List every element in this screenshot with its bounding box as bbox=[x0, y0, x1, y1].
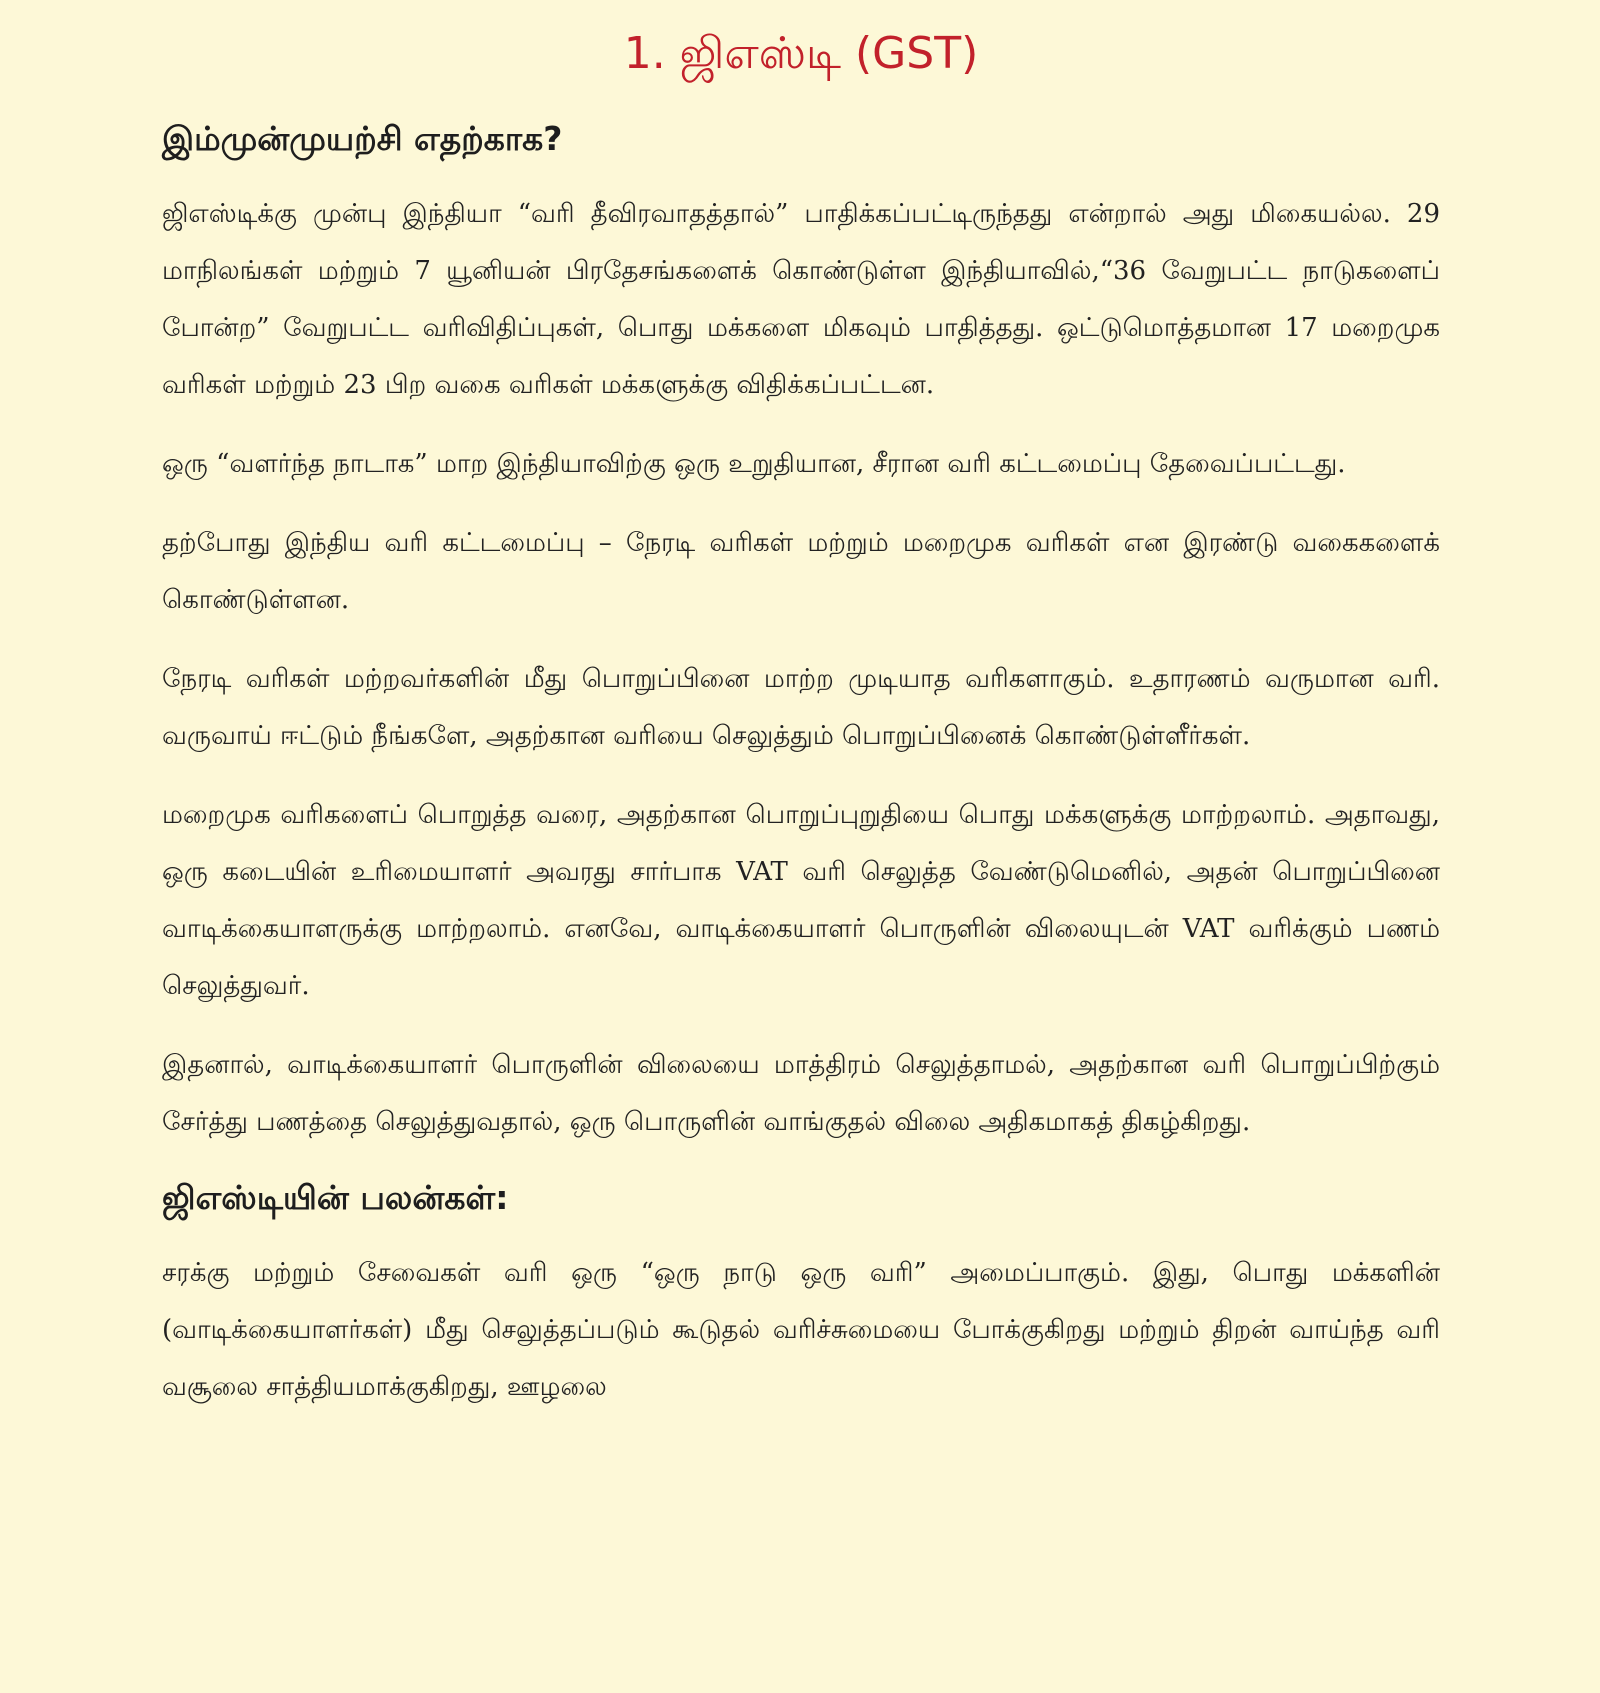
paragraph-developed-nation: ஒரு “வளர்ந்த நாடாக” மாற இந்தியாவிற்கு ஒரு உறுதியான, சீரான வரி கட்டமைப்பு தேவைப்பட்டது. bbox=[162, 449, 1346, 479]
section-heading-benefits: ஜிஎஸ்டியின் பலன்கள்: bbox=[162, 1178, 509, 1217]
page-title: 1. ஜிஎஸ்டி (GST) bbox=[623, 28, 979, 79]
paragraph-purchase-price: இதனால், வாடிக்கையாளர் பொருளின் விலையை மாத்திரம் செலுத்தாமல், அதற்கான வரி பொறுப்பிற்கும் சேர்த்து பணத்தை செலுத்துவதால், ஒரு பொருளின் வாங்குதல் விலை அதிகமாகத் திகழ்கிறது. bbox=[162, 1050, 1440, 1137]
paragraph-indirect-taxes: மறைமுக வரிகளைப் பொறுத்த வரை, அதற்கான பொறுப்புறுதியை பொது மக்களுக்கு மாற்றலாம். அதாவது, ஒரு கடையின் உரிமையாளர் அவரது சார்பாக VAT வரி செலுத்த வேண்டுமெனில், அதன் பொறுப்பினை வாடிக்கையாளருக்கு மாற்றலாம். எனவே, வாடிக்கையாளர் பொருளின் விலையுடன் VAT வரிக்கும் பணம் செலுத்துவர். bbox=[162, 800, 1440, 1001]
paragraph-one-nation-one-tax: சரக்கு மற்றும் சேவைகள் வரி ஒரு “ஒரு நாடு ஒரு வரி” அமைப்பாகும். இது, பொது மக்களின் (வாடிக்கையாளர்கள்) மீது செலுத்தப்படும் கூடுதல் வரிச்சுமையை போக்குகிறது மற்றும் திறன் வாய்ந்த வரி வசூலை சாத்தியமாக்குகிறது, ஊழலை bbox=[162, 1258, 1440, 1402]
paragraph-tax-terrorism: ஜிஎஸ்டிக்கு முன்பு இந்தியா “வரி தீவிரவாதத்தால்” பாதிக்கப்பட்டிருந்தது என்றால் அது மிகையல்ல. 29 மாநிலங்கள் மற்றும் 7 யூனியன் பிரதேசங்களைக் கொண்டுள்ள இந்தியாவில்,“36 வேறுபட்ட நாடுகளைப் போன்ற” வேறுபட்ட வரிவிதிப்புகள், பொது மக்களை மிகவும் பாதித்தது. ஒட்டுமொத்தமான 17 மறைமுக வரிகள் மற்றும் 23 பிற வகை வரிகள் மக்களுக்கு விதிக்கப்பட்டன. bbox=[162, 199, 1440, 400]
paragraph-direct-taxes: நேரடி வரிகள் மற்றவர்களின் மீது பொறுப்பினை மாற்ற முடியாத வரிகளாகும். உதாரணம் வருமான வரி. வருவாய் ஈட்டும் நீங்களே, அதற்கான வரியை செலுத்தும் பொறுப்பினைக் கொண்டுள்ளீர்கள். bbox=[162, 664, 1440, 751]
paragraph-tax-structure: தற்போது இந்திய வரி கட்டமைப்பு – நேரடி வரிகள் மற்றும் மறைமுக வரிகள் என இரண்டு வகைகளைக் கொண்டுள்ளன. bbox=[162, 528, 1440, 615]
section-heading-purpose: இம்முன்முயற்சி எதற்காக? bbox=[162, 119, 563, 158]
